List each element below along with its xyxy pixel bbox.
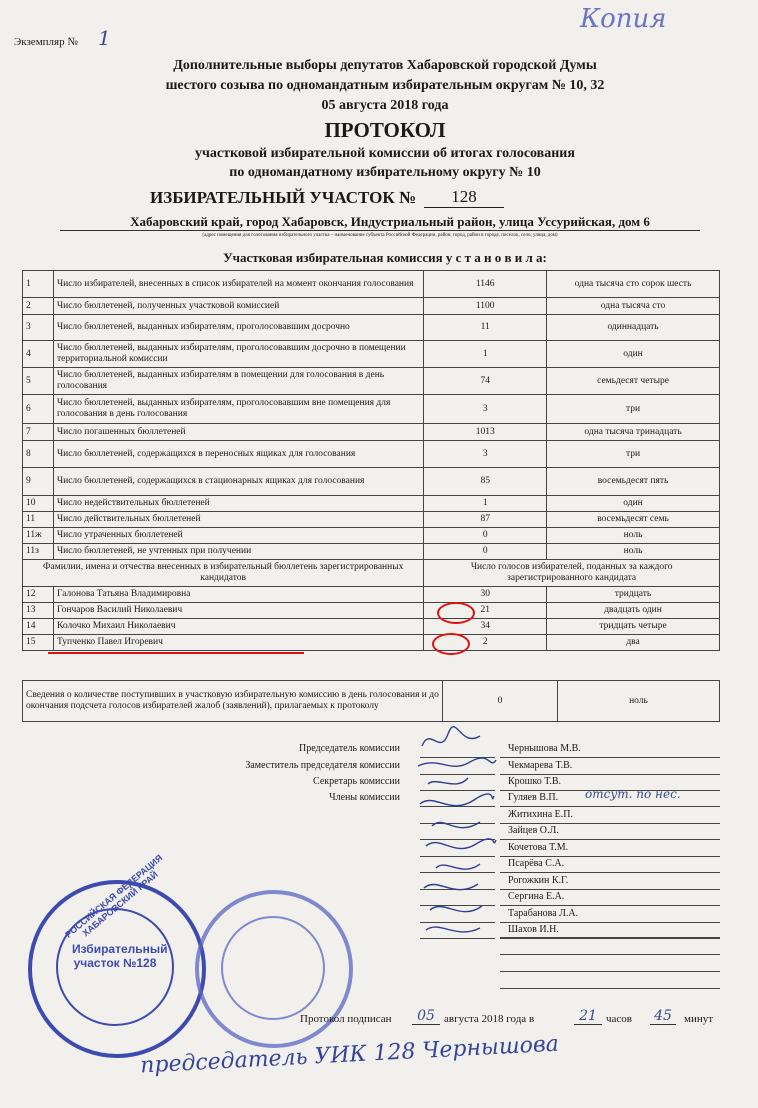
secretary-name: Крошко Т.В. <box>508 776 561 787</box>
row-value: 0 <box>424 544 547 560</box>
candidate-votes: 34 <box>424 619 547 635</box>
protocol-title: ПРОТОКОЛ <box>324 118 446 142</box>
row-value: 85 <box>424 468 547 496</box>
row-number: 6 <box>23 395 54 424</box>
signature-line <box>500 988 720 989</box>
row-label: Число погашенных бюллетеней <box>53 424 423 441</box>
row-label: Число бюллетеней, выданных избирателям, проголосовавшим вне помещения для голосования в день голосования <box>53 395 423 424</box>
member-name: Псарёва С.А. <box>508 858 565 869</box>
signed-minutes-word: минут <box>684 1013 714 1025</box>
secretary-title: Секретарь комиссии <box>313 776 400 787</box>
row-value: 11 <box>424 315 547 341</box>
candidates-header-right: Число голосов избирателей, поданных за каждого зарегистрированного кандидата <box>424 560 720 587</box>
title-line2: шестого созыва по одномандатным избирательным округам № 10, 32 <box>165 78 605 93</box>
member-row <box>0 856 758 873</box>
table-row <box>23 544 720 560</box>
row-label: Число избирателей, внесенных в список избирателей на момент окончания голосования <box>53 271 423 298</box>
table-row <box>23 368 720 395</box>
candidate-row <box>23 619 720 635</box>
row-words: один <box>547 341 720 368</box>
row-number: 11з <box>23 544 54 560</box>
precinct-number: 128 <box>424 187 504 208</box>
table-row <box>23 395 720 424</box>
title-line1: Дополнительные выборы депутатов Хабаровской городской Думы <box>173 58 597 73</box>
candidate-votes: 21 <box>424 603 547 619</box>
row-number: 12 <box>23 587 54 603</box>
complaints-table <box>22 680 720 722</box>
stamp-center-text: Избирательный участок №128 <box>72 942 168 970</box>
candidate-row <box>23 635 720 651</box>
row-words: восемьдесят пять <box>547 468 720 496</box>
row-number: 15 <box>23 635 54 651</box>
election-date: 05 августа 2018 года <box>321 98 449 113</box>
subtitle-line1: участковой избирательной комиссии об итогах голосования <box>195 146 575 161</box>
member-name: Кочетова Т.М. <box>508 841 569 853</box>
candidate-votes: 2 <box>424 635 547 651</box>
candidate-name: Тупченко Павел Игоревич <box>53 635 423 651</box>
subtitle-line2: по одномандатному избирательному округу № 10 <box>229 165 541 180</box>
row-label: Число бюллетеней, полученных участковой комиссией <box>53 298 423 315</box>
signature-line <box>500 937 720 938</box>
row-number: 1 <box>23 271 54 298</box>
candidate-row <box>23 587 720 603</box>
signature-row <box>0 741 758 758</box>
row-label: Число бюллетеней, не учтенных при получении <box>53 544 423 560</box>
red-circle-annotation <box>432 633 470 655</box>
candidate-votes-words: тридцать <box>547 587 720 603</box>
table-row <box>23 496 720 512</box>
red-circle-annotation <box>437 602 475 624</box>
row-value: 1100 <box>424 298 547 315</box>
chair-title: Председатель комиссии <box>298 743 400 754</box>
row-number: 2 <box>23 298 54 315</box>
precinct-label: ИЗБИРАТЕЛЬНЫЙ УЧАСТОК № <box>150 188 417 207</box>
signature-line <box>500 971 720 972</box>
row-number: 3 <box>23 315 54 341</box>
row-number: 11ж <box>23 528 54 544</box>
members-title: Члены комиссии <box>329 792 400 803</box>
row-words: семьдесят четыре <box>547 368 720 395</box>
member-row <box>0 823 758 840</box>
signed-hour: 21 <box>574 1008 602 1025</box>
candidate-votes: 30 <box>424 587 547 603</box>
row-words: одна тысяча сто сорок шесть <box>547 271 720 298</box>
handwritten-bottom-note: председатель УИК 128 Чернышова <box>139 1031 560 1079</box>
member-name: Гуляев В.П. <box>508 792 559 803</box>
table-row <box>23 271 720 298</box>
official-stamp <box>28 852 206 1058</box>
row-label: Число бюллетеней, выданных избирателям, проголосовавшим досрочно в помещении территориальной комиссии <box>53 341 423 368</box>
row-number: 5 <box>23 368 54 395</box>
row-label: Число утраченных бюллетеней <box>53 528 423 544</box>
table-row <box>23 424 720 441</box>
row-number: 10 <box>23 496 54 512</box>
candidate-row <box>23 603 720 619</box>
row-words: три <box>547 395 720 424</box>
row-value: 0 <box>424 528 547 544</box>
member-name: Житихина Е.П. <box>508 808 574 820</box>
row-value: 3 <box>424 395 547 424</box>
row-words: восемьдесят семь <box>547 512 720 528</box>
complaints-words: ноль <box>558 681 720 722</box>
row-value: 3 <box>424 441 547 468</box>
row-label: Число действительных бюллетеней <box>53 512 423 528</box>
candidates-header-row <box>23 560 720 587</box>
row-value: 1013 <box>424 424 547 441</box>
complaints-row <box>23 681 720 722</box>
address-underline <box>60 230 700 231</box>
deputy-title: Заместитель председателя комиссии <box>245 760 400 771</box>
table-row <box>23 528 720 544</box>
table-row <box>23 341 720 368</box>
row-number: 7 <box>23 424 54 441</box>
member-name: Тарабанова Л.А. <box>508 907 579 919</box>
member-row <box>0 807 758 824</box>
signature-line <box>500 938 720 939</box>
row-words: ноль <box>547 528 720 544</box>
row-words: ноль <box>547 544 720 560</box>
row-label: Число бюллетеней, содержащихся в переносных ящиках для голосования <box>53 441 423 468</box>
signed-day: 05 <box>412 1008 440 1025</box>
row-label: Число бюллетеней, выданных избирателям, проголосовавшим досрочно <box>53 315 423 341</box>
row-value: 1146 <box>424 271 547 298</box>
candidate-votes-words: два <box>547 635 720 651</box>
row-number: 9 <box>23 468 54 496</box>
address-note: (адрес помещения для голосования избирательного участка – наименование субъекта Российской Федерации, район, город, район в городе, поселок, село, улица, дом) <box>202 233 558 238</box>
table-row <box>23 441 720 468</box>
row-value: 87 <box>424 512 547 528</box>
row-label: Число недействительных бюллетеней <box>53 496 423 512</box>
signed-month-year: августа 2018 года в <box>444 1013 535 1025</box>
signature-line <box>500 954 720 955</box>
member-name: Рогожкин К.Г. <box>508 874 569 886</box>
row-label: Число бюллетеней, содержащихся в стационарных ящиках для голосования <box>53 468 423 496</box>
row-value: 1 <box>424 496 547 512</box>
copy-number: 1 <box>98 26 111 50</box>
row-words: один <box>547 496 720 512</box>
results-rows <box>23 271 720 651</box>
member-name: Сергина Е.А. <box>508 891 565 902</box>
copy-mark: Копия <box>580 4 667 34</box>
candidate-votes-words: тридцать четыре <box>547 619 720 635</box>
signature-row <box>0 758 758 775</box>
candidate-votes-words: двадцать один <box>547 603 720 619</box>
chair-name: Чернышова М.В. <box>508 743 581 754</box>
candidate-name: Гончаров Василий Николаевич <box>53 603 423 619</box>
member-name: Шахов И.Н. <box>508 924 559 935</box>
member-name: Зайцев О.Л. <box>508 825 559 836</box>
signed-minute: 45 <box>650 1008 676 1025</box>
complaints-value: 0 <box>443 681 558 722</box>
row-number: 4 <box>23 341 54 368</box>
deputy-name: Чекмарева Т.В. <box>508 760 573 771</box>
row-words: три <box>547 441 720 468</box>
table-row <box>23 315 720 341</box>
stamp-ring-text: РОССИЙСКАЯ ФЕДЕРАЦИЯ ХАБАРОВСКИЙ КРАЙ <box>63 852 165 940</box>
established-line: Участковая избирательная комиссия у с т а н о в и л а: <box>223 250 547 265</box>
results-table <box>22 270 720 651</box>
signed-hours-word: часов <box>606 1013 632 1025</box>
member-absent-note: отсут. по нес. <box>585 787 681 801</box>
handwritten-signatures <box>410 726 502 946</box>
row-number: 13 <box>23 603 54 619</box>
address: Хабаровский край, город Хабаровск, Индустриальный район, улица Уссурийская, дом 6 <box>130 214 650 229</box>
signed-label: Протокол подписан <box>300 1013 392 1025</box>
copy-label: Экземпляр № <box>14 36 78 48</box>
row-words: одна тысяча тринадцать <box>547 424 720 441</box>
row-words: одна тысяча сто <box>547 298 720 315</box>
candidates-header-left: Фамилии, имена и отчества внесенных в избирательный бюллетень зарегистрированных кандидатов <box>23 560 424 587</box>
row-value: 1 <box>424 341 547 368</box>
red-underline-annotation <box>48 652 304 654</box>
candidate-name: Галонова Татьяна Владимировна <box>53 587 423 603</box>
candidate-name: Колочко Михаил Николаевич <box>53 619 423 635</box>
row-words: одиннадцать <box>547 315 720 341</box>
row-number: 8 <box>23 441 54 468</box>
table-row <box>23 298 720 315</box>
table-row <box>23 512 720 528</box>
row-label: Число бюллетеней, выданных избирателям в помещении для голосования в день голосования <box>53 368 423 395</box>
complaints-label: Сведения о количестве поступивших в участковую избирательную комиссию в день голосования и до окончания подсчета голосов избирателей жалоб (заявлений), прилагаемых к протоколу <box>23 681 443 722</box>
member-row <box>0 840 758 857</box>
row-number: 11 <box>23 512 54 528</box>
table-row <box>23 468 720 496</box>
row-number: 14 <box>23 619 54 635</box>
row-value: 74 <box>424 368 547 395</box>
